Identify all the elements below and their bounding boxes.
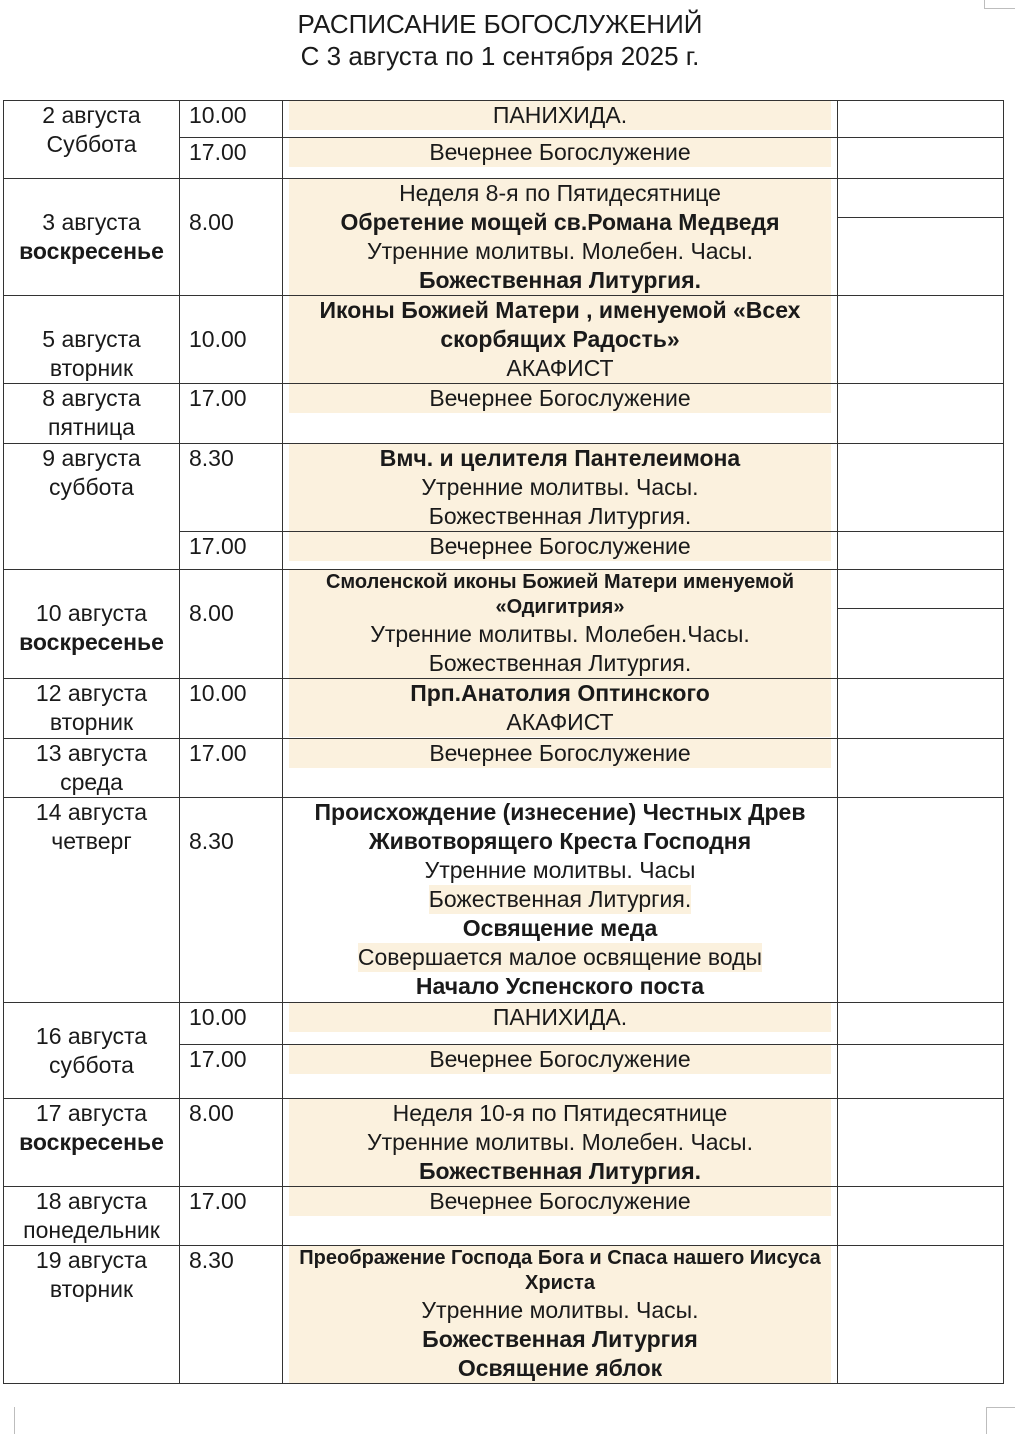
time-cell: 17.00 xyxy=(180,532,283,570)
document-header xyxy=(0,8,1000,72)
schedule-row xyxy=(4,101,1004,138)
service-description xyxy=(289,138,831,167)
service-cell xyxy=(283,679,838,739)
weekday-label: суббота xyxy=(49,474,134,500)
service-line: Божественная Литургия. xyxy=(418,267,702,293)
date-label: 3 августа xyxy=(42,209,141,235)
service-cell xyxy=(283,570,838,679)
weekday-label: Суббота xyxy=(46,131,137,157)
notes-cell xyxy=(838,1003,1004,1045)
date-cell xyxy=(4,739,180,798)
time-cell: 17.00 xyxy=(180,1187,283,1246)
service-cell xyxy=(283,138,838,179)
weekday-label: вторник xyxy=(49,1276,134,1302)
weekday-label: вторник xyxy=(49,709,134,735)
service-line: Божественная Литургия xyxy=(422,1326,698,1352)
time-cell: 8.30 xyxy=(180,1246,283,1384)
service-line: Божественная Литургия. xyxy=(418,1158,702,1184)
service-cell xyxy=(283,798,838,1003)
date-cell xyxy=(4,101,180,179)
weekday-label: четверг xyxy=(51,828,132,854)
date-cell xyxy=(4,1003,180,1099)
date-cell xyxy=(4,1099,180,1187)
service-line: ПАНИХИДА. xyxy=(492,1004,628,1030)
notes-cell xyxy=(838,1045,1004,1099)
schedule-row xyxy=(4,570,1004,679)
notes-cell xyxy=(838,570,1004,679)
service-line: Утренние молитвы. Часы. xyxy=(421,1297,699,1323)
schedule-table xyxy=(3,100,1004,1384)
date-label: 19 августа xyxy=(35,1247,148,1273)
time-cell: 17.00 xyxy=(180,1045,283,1099)
service-line: АКАФИСТ xyxy=(506,709,614,735)
service-line: Освящение яблок xyxy=(457,1355,663,1381)
service-line: Совершается малое освящение воды xyxy=(357,944,763,970)
date-label: 14 августа xyxy=(35,799,148,825)
time-cell: 17.00 xyxy=(180,384,283,444)
date-cell xyxy=(4,179,180,296)
service-line: Утренние молитвы. Молебен. Часы. xyxy=(367,1129,753,1155)
service-description xyxy=(289,444,831,531)
date-label: 2 августа xyxy=(42,102,141,128)
time-cell: 17.00 xyxy=(180,739,283,798)
date-label: 12 августа xyxy=(35,680,148,706)
service-description xyxy=(289,1246,831,1383)
service-cell xyxy=(283,384,838,444)
service-description xyxy=(289,101,831,130)
service-line: Утренние молитвы. Часы xyxy=(424,857,696,883)
service-line: Утренние молитвы. Молебен.Часы. xyxy=(370,621,750,647)
service-description xyxy=(289,1187,831,1216)
date-label: 17 августа xyxy=(35,1100,148,1126)
date-cell xyxy=(4,384,180,444)
service-cell xyxy=(283,101,838,138)
service-cell xyxy=(283,1246,838,1384)
weekday-label: пятница xyxy=(48,414,135,440)
date-label: 10 августа xyxy=(35,600,148,626)
service-description xyxy=(289,296,831,383)
date-cell xyxy=(4,444,180,570)
notes-cell xyxy=(838,739,1004,798)
service-description xyxy=(289,798,831,1001)
schedule-row xyxy=(4,444,1004,532)
weekday-label: воскресенье xyxy=(19,629,164,655)
date-cell xyxy=(4,679,180,739)
service-description xyxy=(289,739,831,768)
service-line: АКАФИСТ xyxy=(506,355,614,381)
date-cell xyxy=(4,798,180,1003)
time-cell: 10.00 xyxy=(180,679,283,739)
service-line: Освящение меда xyxy=(462,915,658,941)
service-line: Божественная Литургия. xyxy=(428,886,692,912)
service-line: Утренние молитвы. Часы. xyxy=(421,474,699,500)
service-cell xyxy=(283,1099,838,1187)
service-line: Обретение мощей св.Романа Медведя xyxy=(340,209,780,235)
service-line: Вечернее Богослужение xyxy=(429,139,691,165)
service-cell xyxy=(283,739,838,798)
crop-mark-bottom-left xyxy=(14,1407,15,1434)
time-cell: 8.00 xyxy=(180,570,283,679)
date-cell xyxy=(4,296,180,384)
notes-cell xyxy=(838,532,1004,570)
service-line: Неделя 10-я по Пятидесятнице xyxy=(392,1100,728,1126)
schedule-row xyxy=(4,1003,1004,1045)
service-line: Вечернее Богослужение xyxy=(429,1046,691,1072)
date-cell xyxy=(4,1187,180,1246)
time-cell: 8.30 xyxy=(180,798,283,1003)
service-description xyxy=(289,1003,831,1032)
page-title: РАСПИСАНИЕ БОГОСЛУЖЕНИЙ xyxy=(297,9,703,39)
weekday-label: среда xyxy=(60,769,123,795)
service-cell xyxy=(283,1187,838,1246)
date-label: 13 августа xyxy=(35,740,148,766)
notes-cell xyxy=(838,1099,1004,1187)
service-description xyxy=(289,1099,831,1186)
schedule-row xyxy=(4,1246,1004,1384)
service-description xyxy=(289,384,831,413)
schedule-row xyxy=(4,296,1004,384)
service-description xyxy=(289,179,831,295)
schedule-row xyxy=(4,1099,1004,1187)
time-cell: 10.00 xyxy=(180,101,283,138)
date-label: 9 августа xyxy=(42,445,141,471)
service-cell xyxy=(283,179,838,296)
service-line: Вечернее Богослужение xyxy=(429,533,691,559)
service-line: ПАНИХИДА. xyxy=(492,102,628,128)
schedule-row xyxy=(4,798,1004,1003)
date-label: 18 августа xyxy=(35,1188,148,1214)
weekday-label: понедельник xyxy=(23,1217,160,1243)
service-cell xyxy=(283,532,838,570)
time-cell: 17.00 xyxy=(180,138,283,179)
notes-cell xyxy=(838,1187,1004,1246)
schedule-row xyxy=(4,679,1004,739)
weekday-label: вторник xyxy=(49,355,134,381)
time-cell: 8.00 xyxy=(180,1099,283,1187)
notes-cell xyxy=(838,384,1004,444)
notes-cell xyxy=(838,444,1004,532)
notes-cell xyxy=(838,679,1004,739)
date-cell xyxy=(4,1246,180,1384)
time-cell: 10.00 xyxy=(180,1003,283,1045)
service-line: Божественная Литургия. xyxy=(428,503,692,529)
notes-cell xyxy=(838,138,1004,179)
weekday-label: воскресенье xyxy=(19,1129,164,1155)
date-label: 16 августа xyxy=(35,1022,148,1049)
weekday-label: суббота xyxy=(49,1051,134,1078)
service-line: Вечернее Богослужение xyxy=(429,1188,691,1214)
time-cell: 8.30 xyxy=(180,444,283,532)
weekday-label: воскресенье xyxy=(19,238,164,264)
service-line: Вечернее Богослужение xyxy=(429,740,691,766)
service-line: Начало Успенского поста xyxy=(415,973,705,999)
notes-cell xyxy=(838,101,1004,138)
service-line: Вмч. и целителя Пантелеимона xyxy=(379,445,741,471)
date-label: 5 августа xyxy=(42,326,141,352)
date-cell xyxy=(4,570,180,679)
service-line: Вечернее Богослужение xyxy=(429,385,691,411)
service-line: Утренние молитвы. Молебен. Часы. xyxy=(367,238,753,264)
time-cell: 8.00 xyxy=(180,179,283,296)
schedule-body xyxy=(4,101,1004,1384)
service-line: Смоленской иконы Божией Матери именуемой «Одигитрия» xyxy=(325,571,795,618)
service-line: Иконы Божией Матери , именуемой «Всех скорбящих Радость» xyxy=(319,297,801,352)
schedule-row xyxy=(4,179,1004,296)
schedule-row xyxy=(4,739,1004,798)
service-line: Прп.Анатолия Оптинского xyxy=(410,680,710,706)
service-line: Преображение Господа Бога и Спаса нашего Иисуса Христа xyxy=(299,1247,821,1294)
service-line: Неделя 8-я по Пятидесятнице xyxy=(399,180,721,206)
notes-cell xyxy=(838,179,1004,296)
date-label: 8 августа xyxy=(42,385,141,411)
page-subtitle: С 3 августа по 1 сентября 2025 г. xyxy=(300,41,700,71)
crop-mark-bottom-right xyxy=(986,1407,1015,1434)
service-cell xyxy=(283,1003,838,1045)
service-description xyxy=(289,570,831,678)
service-cell xyxy=(283,444,838,532)
schedule-row xyxy=(4,384,1004,444)
service-description xyxy=(289,1045,831,1074)
notes-cell xyxy=(838,296,1004,384)
service-line: Происхождение (изнесение) Честных Древ Животворящего Креста Господня xyxy=(314,799,806,854)
service-description xyxy=(289,679,831,737)
time-cell: 10.00 xyxy=(180,296,283,384)
service-cell xyxy=(283,296,838,384)
notes-cell xyxy=(838,798,1004,1003)
service-cell xyxy=(283,1045,838,1099)
schedule-row xyxy=(4,1187,1004,1246)
service-line: Божественная Литургия. xyxy=(428,650,692,676)
notes-cell xyxy=(838,1246,1004,1384)
service-description xyxy=(289,532,831,561)
